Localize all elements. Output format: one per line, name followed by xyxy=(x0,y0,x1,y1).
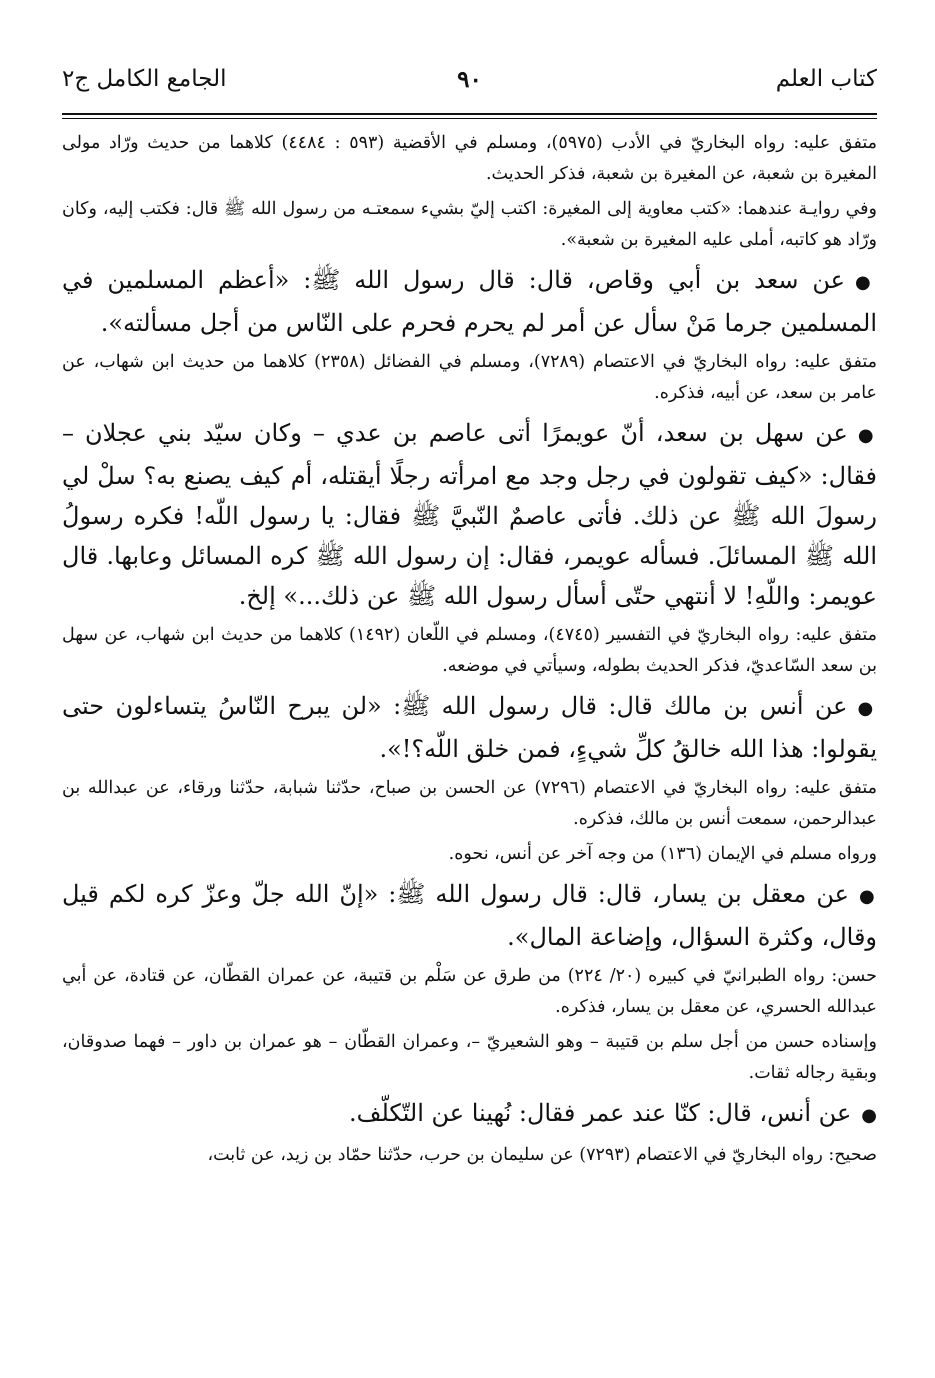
takhrij-note: متفق عليه: رواه البخاريّ في الاعتصام (٧٢٨٩)، ومسلم في الفضائل (٢٣٥٨) كلاهما من حديث ابن شهاب، عن عامر بن سعد، عن أبيه، فذكره. xyxy=(62,352,877,403)
hadith-paragraph: ●عن سهل بن سعد، أنّ عويمرًا أتى عاصم بن عدي – وكان سيّد بني عجلان – فقال: «كيف تقولون في رجل وجد مع امرأته رجلًا أيقتله، أم كيف يصنع به؟ سلْ لي رسولَ الله ﷺ عن ذلك. فأتى عاصمٌ النّبيَّ ﷺ فقال: يا رسول اللّه! فكره رسولُ الله ﷺ المسائلَ. فسأله عويمر، فقال: إن رسول الله ﷺ كره المسائل وعابها. قال عويمر: واللّهِ! لا أنتهي حتّى أسأل رسول الله ﷺ عن ذلك...» إلخ. xyxy=(62,419,877,610)
bullet-icon: ● xyxy=(858,886,877,907)
page-header xyxy=(62,66,877,104)
hadith-paragraph: ●عن أنس، قال: كنّا عند عمر فقال: نُهينا عن التّكلّف. xyxy=(348,1099,877,1127)
bullet-icon: ● xyxy=(857,698,877,719)
bullet-icon: ● xyxy=(857,425,877,446)
page-number: ٩٠ xyxy=(457,66,482,93)
takhrij-note: صحيح: رواه البخاريّ في الاعتصام (٧٢٩٣) عن سليمان بن حرب، حدّثنا حمّاد بن زيد، عن ثابت، xyxy=(207,1145,877,1165)
takhrij-note: متفق عليه: رواه البخاريّ في الاعتصام (٧٢٩٦) عن الحسن بن صباح، حدّثنا شبابة، حدّثنا ورقاء، عن عبدالله بن عبدالرحمن، سمعت أنس بن مالك، فذكره. xyxy=(62,778,877,829)
takhrij-note: متفق عليه: رواه البخاريّ في الأدب (٥٩٧٥)، ومسلم في الأقضية (٥٩٣ : ٤٤٨٤) كلاهما من حديث ورّاد مولى المغيرة بن شعبة، عن المغيرة بن شعبة، فذكر الحديث. xyxy=(62,133,877,184)
book-title: كتاب العلم xyxy=(775,66,877,92)
volume-title: الجامع الكامل ج٢ xyxy=(62,66,227,92)
hadith-paragraph: ●عن أنس بن مالك قال: قال رسول الله ﷺ: «لن يبرح النّاسُ يتساءلون حتى يقولوا: هذا الله خالقُ كلِّ شيءٍ، فمن خلق اللّه؟!». xyxy=(62,692,877,763)
header-rule-thick xyxy=(62,113,877,115)
page-body xyxy=(62,128,877,1175)
header-rule-thin xyxy=(62,118,877,119)
bullet-icon: ● xyxy=(861,1105,877,1126)
takhrij-note: متفق عليه: رواه البخاريّ في التفسير (٤٧٤٥)، ومسلم في اللّعان (١٤٩٢) كلاهما من حديث ابن شهاب، عن سهل بن سعد السّاعديّ، فذكر الحديث بطوله، وسيأتي في موضعه. xyxy=(62,625,877,676)
hadith-paragraph: ●عن سعد بن أبي وقاص، قال: قال رسول الله ﷺ: «أعظم المسلمين في المسلمين جرما مَنْ سأل عن أمر لم يحرم فحرم على النّاس من أجل مسألته». xyxy=(62,266,877,337)
takhrij-note: وإسناده حسن من أجل سلم بن قتيبة – وهو الشعيريّ –، وعمران القطّان – هو عمران بن داور – فهما صدوقان، وبقية رجاله ثقات. xyxy=(62,1032,877,1083)
takhrij-note: وفي روايـة عندهما: «كتب معاوية إلى المغيرة: اكتب إليّ بشيء سمعتـه من رسول الله ﷺ قال: فكتب إليه، وكان ورّاد هو كاتبه، أملى عليه المغيرة بن شعبة». xyxy=(62,199,877,250)
takhrij-note: ورواه مسلم في الإيمان (١٣٦) من وجه آخر عن أنس، نحوه. xyxy=(448,844,877,864)
hadith-paragraph: ●عن معقل بن يسار، قال: قال رسول الله ﷺ: «إنّ الله جلّ وعزّ كره لكم قيل وقال، وكثرة السؤال، وإضاعة المال». xyxy=(62,880,877,951)
takhrij-note: حسن: رواه الطبرانيّ في كبيره (٢٠/ ٢٢٤) من طرق عن سَلْم بن قتيبة، عن عمران القطّان، عن قتادة، عن أبي عبدالله الحسري، عن معقل بن يسار، فذكره. xyxy=(62,966,877,1017)
bullet-icon: ● xyxy=(854,272,877,293)
